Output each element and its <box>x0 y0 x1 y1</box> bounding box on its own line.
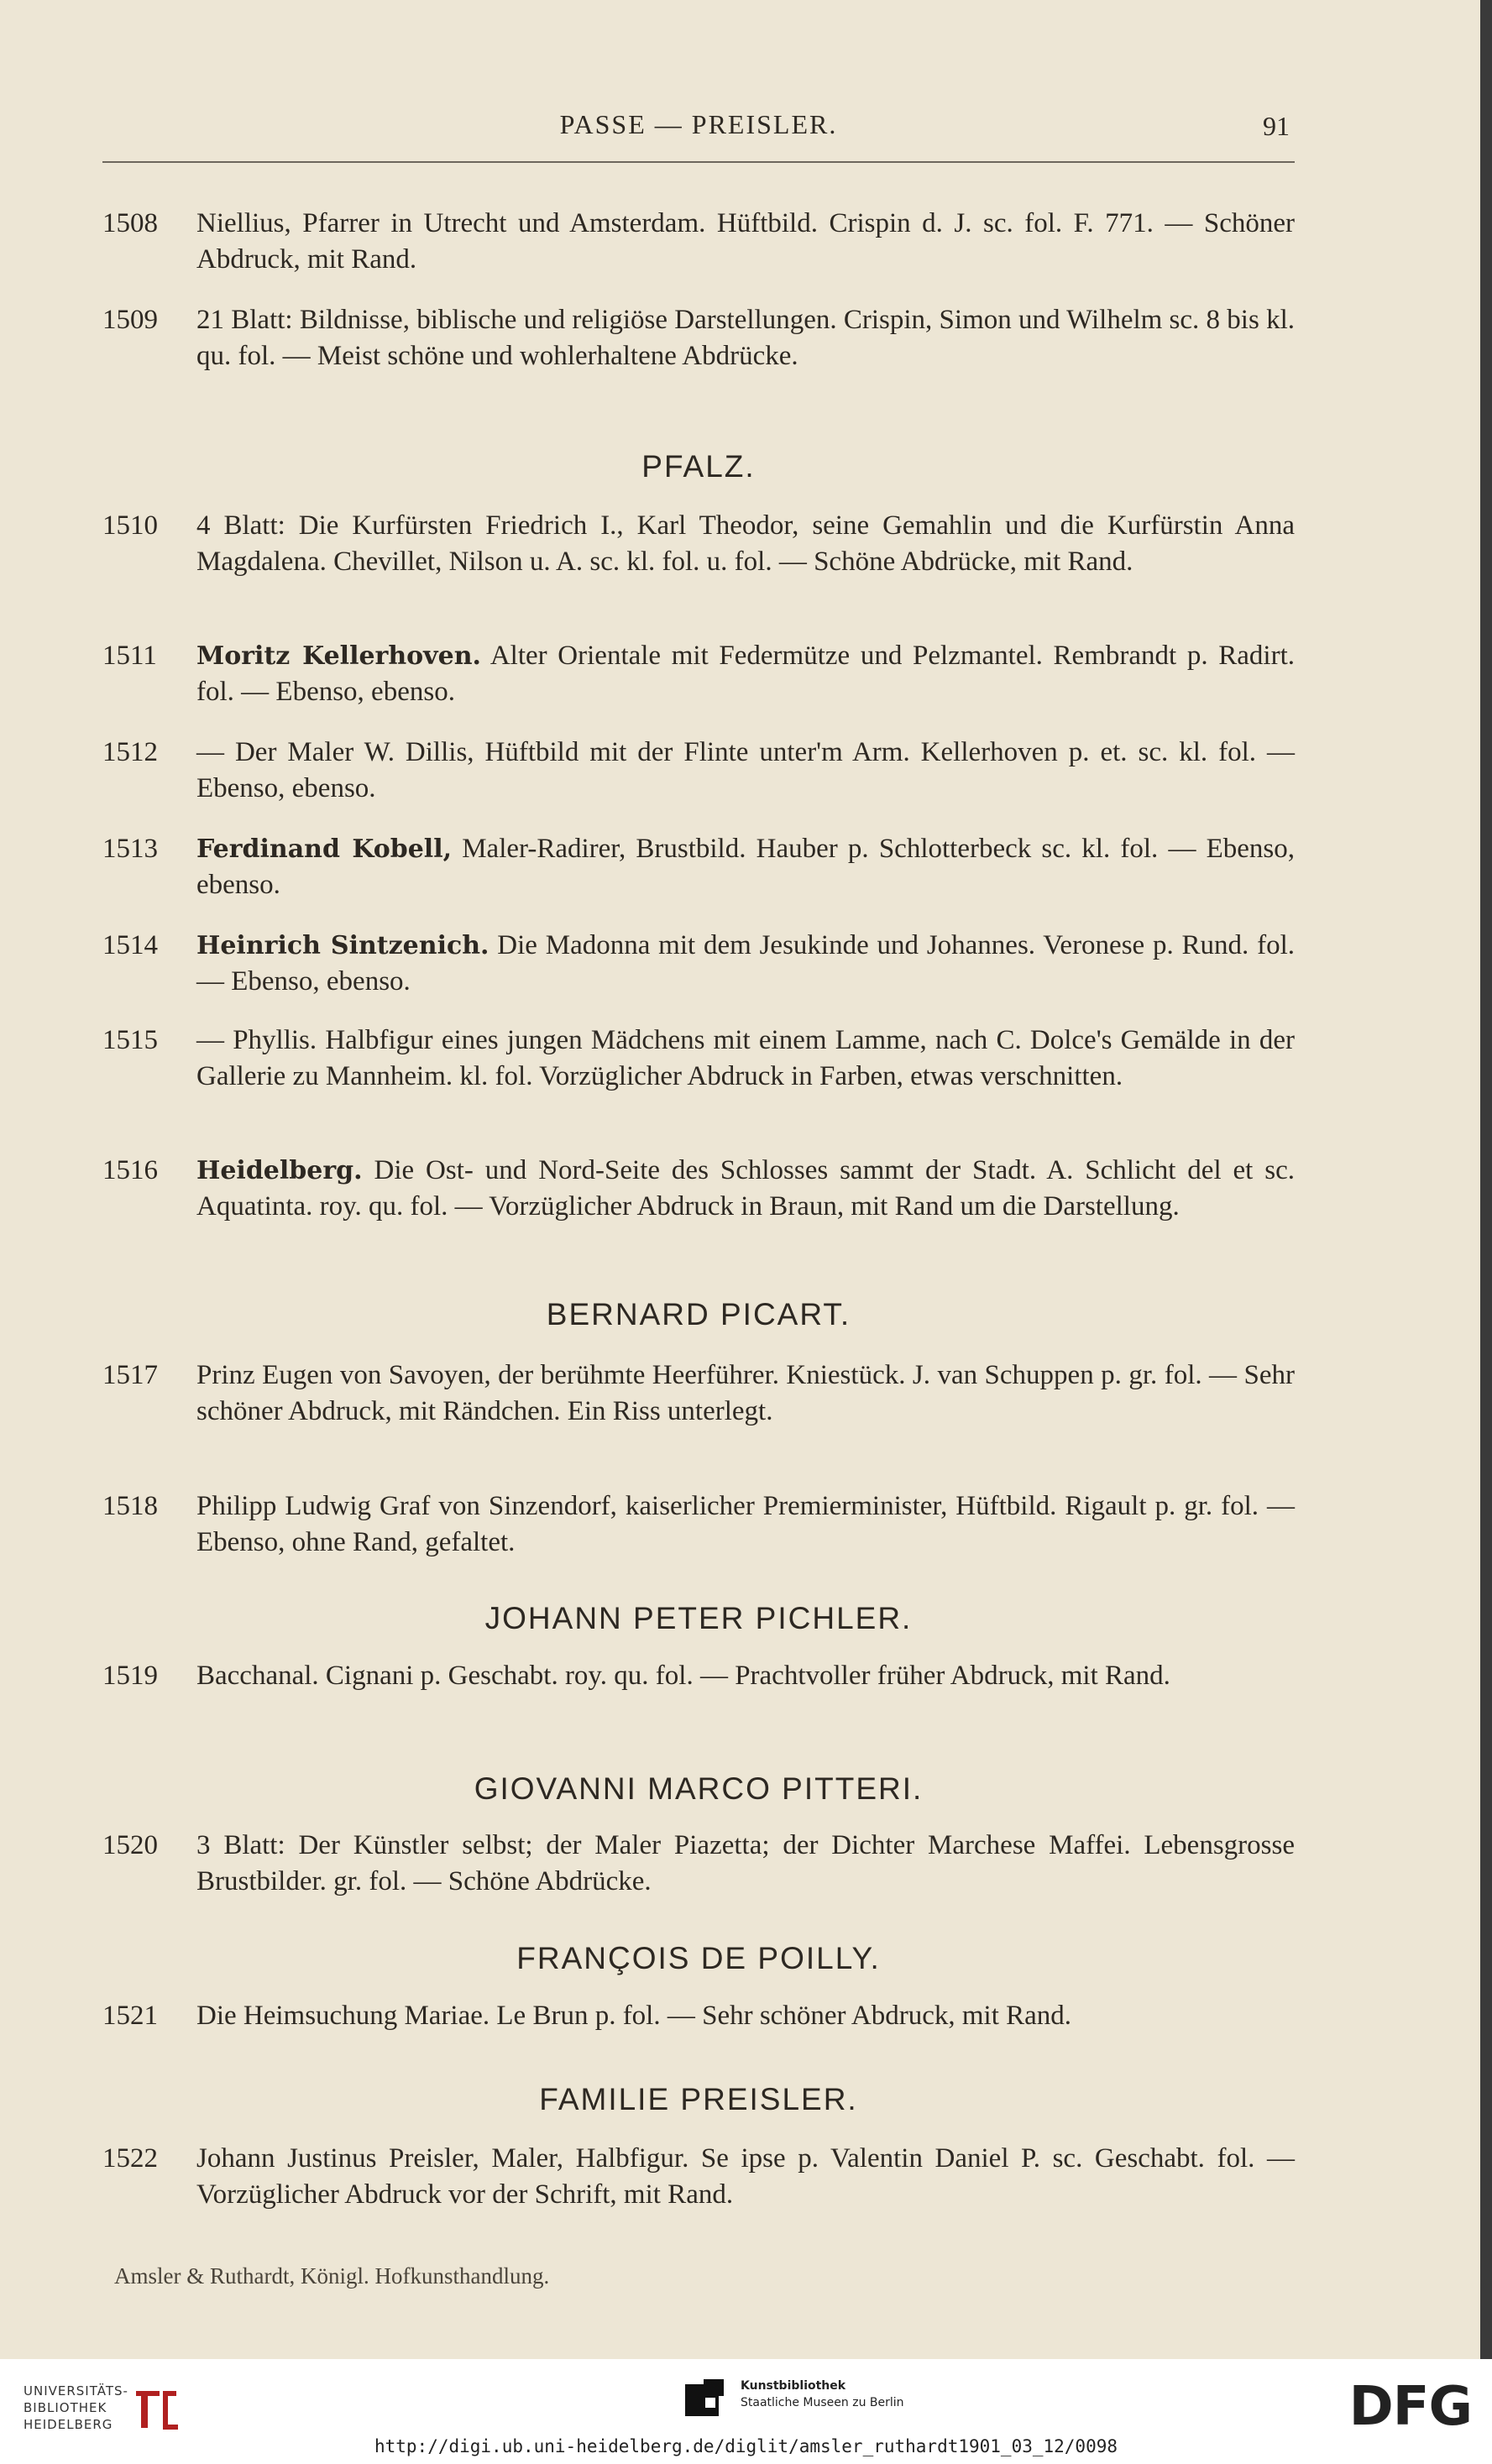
entry-text: Johann Justinus Preisler, Maler, Halbfigur. Se ipse p. Valentin Daniel P. sc. Geschabt. fol. — Vorzüglicher Abdruck vor der Schrift, mit Rand. <box>196 2143 1295 2210</box>
section-heading: FAMILIE PREISLER. <box>539 2082 858 2116</box>
kunstbibliothek-title: Kunstbibliothek <box>741 2379 846 2393</box>
entry-number: 1521 <box>102 2001 158 2031</box>
entry-number: 1512 <box>102 737 158 767</box>
catalog-entry <box>102 302 1295 374</box>
entry-number: 1518 <box>102 1491 158 1521</box>
library-footer-bar <box>0 2359 1492 2464</box>
artist-name: Ferdinand Kobell, <box>196 834 453 864</box>
catalog-entry <box>102 735 1295 807</box>
dfg-logo: DFG <box>1348 2376 1472 2438</box>
catalog-entry <box>102 638 1295 710</box>
catalog-entry <box>102 2141 1295 2213</box>
page-number: 91 <box>1263 111 1290 141</box>
section-heading: FRANÇOIS DE POILLY. <box>516 1941 881 1975</box>
kunstbibliothek-subtitle: Staatliche Museen zu Berlin <box>741 2396 904 2409</box>
section-heading: BERNARD PICART. <box>546 1297 851 1331</box>
artist-name: Heinrich Sintzenich. <box>196 931 489 960</box>
catalog-entry <box>102 1828 1295 1900</box>
catalog-entry <box>102 1153 1295 1225</box>
entry-number: 1513 <box>102 834 158 864</box>
entry-text: Niellius, Pfarrer in Utrecht und Amsterdam. Hüftbild. Crispin d. J. sc. fol. F. 771. — Schöner Abdruck, mit Rand. <box>196 208 1295 275</box>
entry-number: 1520 <box>102 1830 158 1860</box>
entry-number: 1510 <box>102 510 158 541</box>
entry-text: Die Madonna mit dem Jesukinde und Johannes. Veronese p. Rund. fol. — Ebenso, ebenso. <box>196 930 1296 997</box>
entry-number: 1522 <box>102 2143 158 2174</box>
university-library-name <box>24 2383 128 2433</box>
entry-text: Alter Orientale mit Federmütze und Pelzmantel. Rembrandt p. Radirt. fol. — Ebenso, ebenso. <box>196 641 1296 707</box>
kunstbibliothek-logo-icon <box>682 2376 729 2423</box>
entry-number: 1517 <box>102 1360 158 1390</box>
entry-text: — Phyllis. Halbfigur eines jungen Mädchens mit einem Lamme, nach C. Dolce's Gemälde in der Gallerie zu Mannheim. kl. fol. Vorzüglicher Abdruck in Farben, etwas verschnitten. <box>196 1025 1295 1091</box>
catalog-entry <box>102 1023 1295 1095</box>
section-heading: PFALZ. <box>641 449 756 484</box>
catalog-entry <box>102 1488 1295 1561</box>
entry-number: 1515 <box>102 1025 158 1055</box>
catalog-entry <box>102 508 1295 580</box>
catalog-entry <box>102 1358 1295 1430</box>
entry-text: — Der Maler W. Dillis, Hüftbild mit der Flinte unter'm Arm. Kellerhoven p. et. sc. kl. fol. — Ebenso, ebenso. <box>196 737 1295 803</box>
entry-text: Prinz Eugen von Savoyen, der berühmte Heerführer. Kniestück. J. van Schuppen p. gr. fol. — Sehr schöner Abdruck, mit Rändchen. Ein Riss unterlegt. <box>196 1360 1295 1426</box>
artist-name: Moritz Kellerhoven. <box>196 641 481 671</box>
catalog-entry <box>102 1658 1295 1694</box>
university-line: HEIDELBERG <box>24 2417 113 2432</box>
publisher-footer: Amsler & Ruthardt, Königl. Hofkunsthandlung. <box>114 2263 550 2289</box>
entry-text: Die Ost- und Nord-Seite des Schlosses sammt der Stadt. A. Schlicht del et sc. Aquatinta. roy. qu. fol. — Vorzüglicher Abdruck in Braun, mit Rand um die Darstellung. <box>196 1155 1296 1222</box>
entry-number: 1511 <box>102 641 157 671</box>
university-line: UNIVERSITÄTS- <box>24 2383 128 2399</box>
entry-text: 21 Blatt: Bildnisse, biblische und religiöse Darstellungen. Crispin, Simon und Wilhelm sc. 8 bis kl. qu. fol. — Meist schöne und wohlerhaltene Abdrücke. <box>196 305 1295 371</box>
artist-name: Heidelberg. <box>196 1156 363 1185</box>
catalog-entry <box>102 928 1295 1000</box>
catalog-entry <box>102 1998 1295 2034</box>
catalog-entry <box>102 831 1295 903</box>
university-logo-icon <box>133 2384 181 2433</box>
book-spine-edge <box>1480 0 1492 2359</box>
header-title: PASSE — PREISLER. <box>559 109 838 139</box>
running-header <box>102 102 1295 163</box>
entry-number: 1519 <box>102 1661 158 1691</box>
entry-text: Bacchanal. Cignani p. Geschabt. roy. qu. fol. — Prachtvoller früher Abdruck, mit Rand. <box>196 1661 1170 1691</box>
entry-text: Maler-Radirer, Brustbild. Hauber p. Schlotterbeck sc. kl. fol. — Ebenso, ebenso. <box>196 834 1296 900</box>
entry-number: 1508 <box>102 208 158 238</box>
section-heading: JOHANN PETER PICHLER. <box>484 1601 913 1635</box>
catalog-entry <box>102 206 1295 278</box>
entry-text: 4 Blatt: Die Kurfürsten Friedrich I., Karl Theodor, seine Gemahlin und die Kurfürstin Anna Magdalena. Chevillet, Nilson u. A. sc. kl. fol. u. fol. — Schöne Abdrücke, mit Rand. <box>196 510 1295 577</box>
permalink-url[interactable]: http://digi.ub.uni-heidelberg.de/diglit/amsler_ruthardt1901_03_12/0098 <box>374 2436 1118 2456</box>
entry-text: Die Heimsuchung Mariae. Le Brun p. fol. — Sehr schöner Abdruck, mit Rand. <box>196 2001 1072 2031</box>
entry-number: 1514 <box>102 930 158 960</box>
entry-text: Philipp Ludwig Graf von Sinzendorf, kaiserlicher Premierminister, Hüftbild. Rigault p. gr. fol. — Ebenso, ohne Rand, gefaltet. <box>196 1491 1295 1557</box>
entry-number: 1509 <box>102 305 158 335</box>
entry-text: 3 Blatt: Der Künstler selbst; der Maler Piazetta; der Dichter Marchese Maffei. Lebensgrosse Brustbilder. gr. fol. — Schöne Abdrücke. <box>196 1830 1295 1896</box>
entry-number: 1516 <box>102 1155 158 1185</box>
section-heading: GIOVANNI MARCO PITTERI. <box>474 1771 924 1806</box>
university-line: BIBLIOTHEK <box>24 2400 107 2415</box>
kunstbibliothek-label <box>741 2378 904 2411</box>
